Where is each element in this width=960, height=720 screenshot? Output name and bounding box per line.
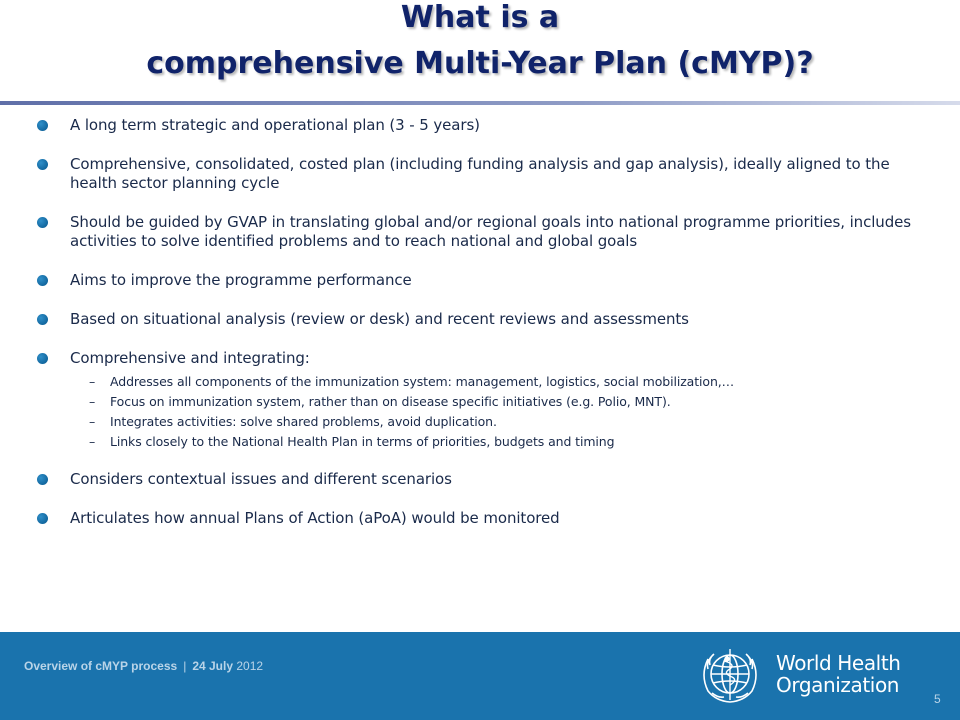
sub-bullet-text: Integrates activities: solve shared problems, avoid duplication. (110, 414, 497, 429)
bullet-item (36, 470, 926, 489)
sub-bullet-item (36, 374, 926, 390)
bullet-item (36, 213, 926, 251)
sub-bullet-dash: – (89, 414, 96, 429)
bullet-text: Based on situational analysis (review or desk) and recent reviews and assessments (70, 310, 689, 328)
page-number: 5 (934, 692, 941, 706)
bullet-text: Should be guided by GVAP in translating global and/or regional goals into national programme priorities, includes activities to solve identified problems and to reach national and global goals (70, 213, 911, 250)
footer-year: 2012 (236, 659, 264, 673)
sub-bullet-item (36, 414, 926, 430)
bullet-item (36, 155, 926, 193)
bullet-text: Comprehensive and integrating: (70, 349, 310, 367)
footer-date: 24 July (192, 659, 234, 673)
who-emblem-icon (698, 645, 768, 707)
who-logo-line1: World Health (776, 651, 901, 675)
footer-caption (24, 659, 263, 673)
sub-bullet-item (36, 394, 926, 410)
footer-presentation-title: Overview of cMYP process (24, 659, 178, 673)
bullet-item (36, 271, 926, 290)
bullet-text: Comprehensive, consolidated, costed plan (including funding analysis and gap analysis), ideally aligned to the health sector planning cycle (70, 155, 890, 192)
sub-bullet-dash: – (89, 394, 96, 409)
bullet-item (36, 310, 926, 329)
slide-title-line1: What is a (400, 0, 560, 35)
bullet-dot-icon (37, 217, 48, 228)
title-divider (0, 101, 960, 105)
slide-title (0, 0, 960, 82)
bullet-dot-icon (37, 275, 48, 286)
bullet-dot-icon (37, 353, 48, 364)
bullet-item (36, 509, 926, 528)
bullet-dot-icon (37, 314, 48, 325)
sub-bullet-item (36, 434, 926, 450)
who-logo-text (776, 652, 901, 696)
bullet-dot-icon (37, 120, 48, 131)
who-logo-line2: Organization (776, 673, 900, 697)
sub-bullet-dash: – (89, 434, 96, 449)
bullet-text: Articulates how annual Plans of Action (aPoA) would be monitored (70, 509, 560, 527)
sub-bullet-dash: – (89, 374, 96, 389)
bullet-item (36, 116, 926, 135)
bullet-text: A long term strategic and operational plan (3 - 5 years) (70, 116, 480, 134)
bullet-dot-icon (37, 474, 48, 485)
bullet-dot-icon (37, 513, 48, 524)
slide-title-line2: comprehensive Multi-Year Plan (cMYP)? (146, 46, 814, 81)
sub-bullet-text: Focus on immunization system, rather than on disease specific initiatives (e.g. Polio, MNT). (110, 394, 671, 409)
bullet-item (36, 349, 926, 368)
footer-separator: | (183, 659, 187, 673)
bullet-text: Aims to improve the programme performance (70, 271, 412, 289)
sub-bullet-text: Addresses all components of the immunization system: management, logistics, social mobilization,… (110, 374, 735, 389)
bullet-text: Considers contextual issues and different scenarios (70, 470, 452, 488)
sub-bullet-text: Links closely to the National Health Plan in terms of priorities, budgets and timing (110, 434, 615, 449)
bullet-list (36, 116, 926, 528)
bullet-dot-icon (37, 159, 48, 170)
